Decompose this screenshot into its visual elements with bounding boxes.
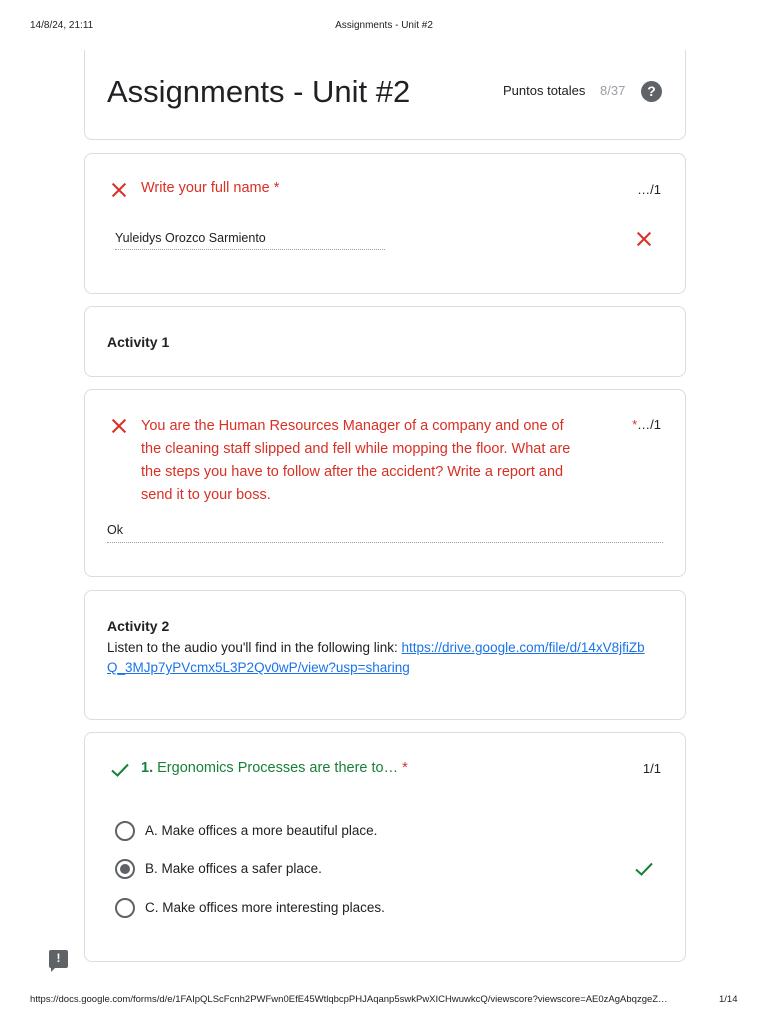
score-value: …/1	[637, 417, 661, 432]
audio-link[interactable]: https://drive.google.com/file/d/14xV8jfiZbQ_3MJp7yPVcmx5L3P2Qv0wP/view?usp=sharing	[107, 640, 645, 675]
option-label: A. Make offices a more beautiful place.	[145, 823, 378, 838]
total-points-label: Puntos totales	[503, 83, 586, 98]
help-icon[interactable]: ?	[641, 81, 662, 102]
close-icon	[111, 418, 127, 434]
section-title: Activity 2	[107, 618, 170, 634]
radio-button[interactable]	[115, 898, 135, 918]
radio-button-selected[interactable]	[115, 859, 135, 879]
section-card-activity-1	[84, 306, 686, 377]
close-icon	[636, 231, 652, 247]
print-title: Assignments - Unit #2	[335, 20, 433, 31]
option-label: C. Make offices more interesting places.	[145, 900, 385, 915]
print-date: 14/8/24, 21:11	[30, 20, 94, 31]
option-c[interactable]	[115, 898, 655, 918]
print-url: https://docs.google.com/forms/d/e/1FAIpQLScFcnh2PWFwn0EfE45WtlqbcpPHJAqanp5swkPwXICHwuwkcQ/viewscore?viewscore=AE0zAgAbqzgeZ…	[30, 994, 668, 1005]
question-title: You are the Human Resources Manager of a company and one of the cleaning staff slipped and fell while mopping the floor. What are the steps you have to follow after the accident? Write a report and send it to your boss.	[141, 418, 571, 503]
page-number: 1/14	[719, 994, 738, 1005]
option-b[interactable]	[115, 859, 655, 879]
question-title	[141, 760, 408, 776]
question-text: Ergonomics Processes are there to…	[157, 760, 399, 776]
feedback-icon[interactable]: !	[49, 950, 68, 968]
form-title-card	[84, 50, 686, 140]
answer-text: Ok	[107, 523, 663, 543]
radio-button[interactable]	[115, 821, 135, 841]
question-score: …/1	[637, 182, 661, 197]
required-mark: *	[632, 417, 638, 432]
answer-text: Yuleidys Orozco Sarmiento	[115, 231, 385, 250]
question-score	[632, 417, 661, 432]
option-a[interactable]	[115, 821, 655, 841]
total-points-value: 8/37	[600, 83, 626, 98]
question-title: Write your full name *	[141, 180, 280, 196]
print-header	[0, 0, 768, 50]
check-icon	[111, 763, 129, 777]
question-number: 1.	[141, 760, 154, 776]
section-card-activity-2	[84, 590, 686, 720]
required-mark: *	[402, 760, 408, 776]
description-text: Listen to the audio you'll find in the following link:	[107, 640, 402, 655]
question-card-full-name	[84, 153, 686, 294]
question-card-report	[84, 389, 686, 577]
question-card-ergonomics	[84, 732, 686, 962]
option-label: B. Make offices a safer place.	[145, 861, 322, 876]
form-title: Assignments - Unit #2	[107, 74, 411, 109]
check-icon	[635, 862, 653, 876]
section-title: Activity 1	[107, 334, 170, 350]
question-score: 1/1	[642, 761, 661, 776]
close-icon	[111, 182, 127, 198]
section-description	[107, 638, 647, 678]
